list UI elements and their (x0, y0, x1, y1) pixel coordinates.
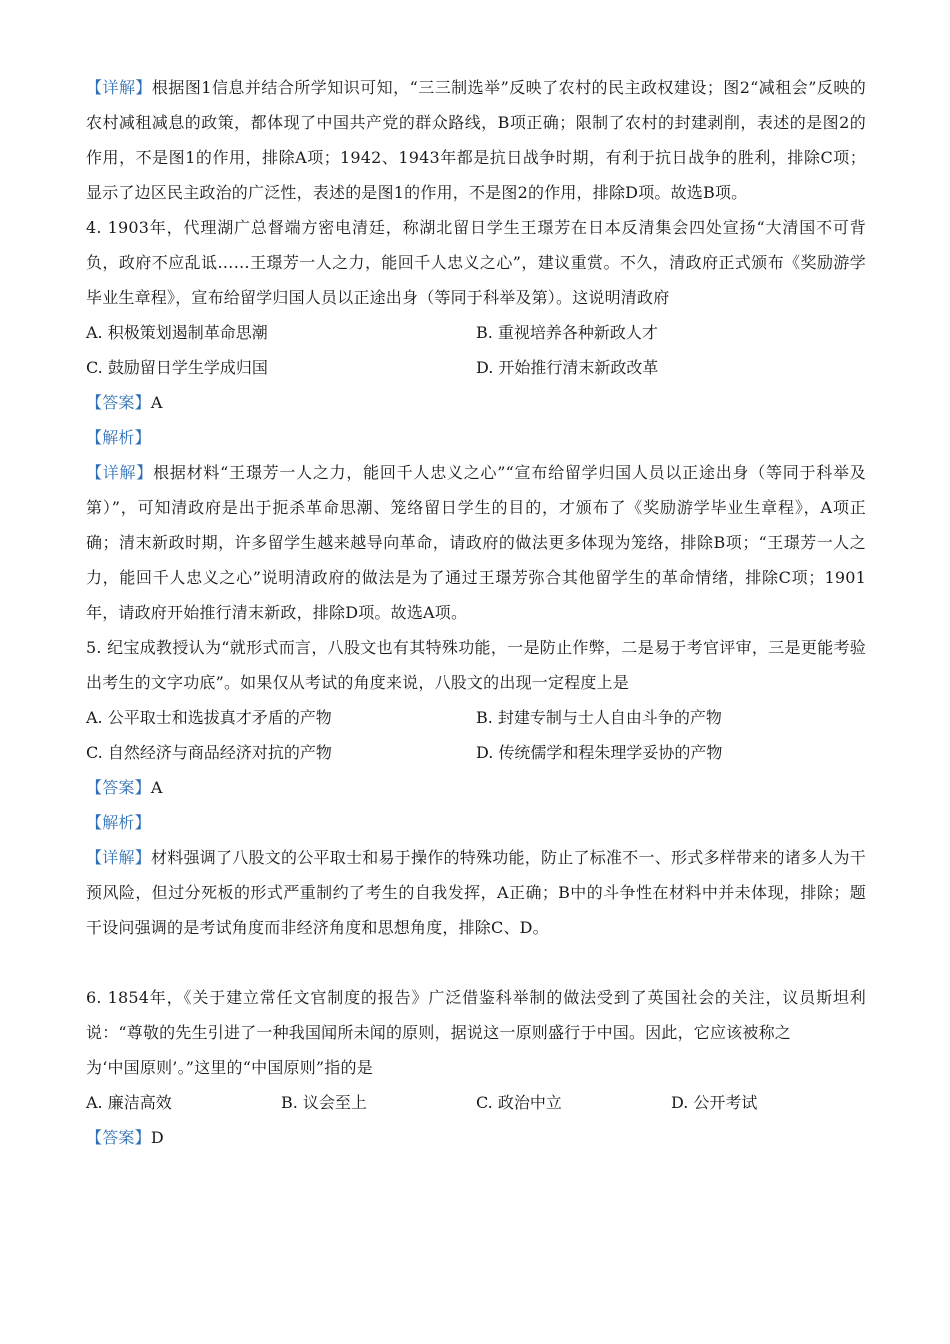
q5-detail (86, 840, 866, 945)
q6-answer-value: D (150, 1128, 164, 1147)
q5-options (86, 700, 866, 770)
q5-detail-text: 材料强调了八股文的公平取士和易于操作的特殊功能，防止了标准不一、形式多样带来的诸多人为干预风险，但过分死板的形式严重制约了考生的自我发挥，A正确；B中的斗争性在材料中并未体现，排除；题干设问强调的是考试角度而非经济角度和思想角度，排除C、D。 (86, 848, 866, 937)
q5-analysis-label: 【解析】 (86, 813, 151, 832)
q4-detail (86, 455, 866, 630)
q4-options (86, 315, 866, 385)
q4-detail-label: 【详解】 (86, 463, 154, 482)
q4-option-d: D. 开始推行清末新政改革 (476, 358, 659, 377)
q6-answer-label: 【答案】 (86, 1128, 151, 1147)
q6-stem-part1: 6. 1854年，《关于建立常任文官制度的报告》广泛借鉴科举制的做法受到了英国社会的关注，议员斯坦利说：“尊敬的先生引进了一种我国闻所未闻的原则，据说这一原则盛行于中国。因此，它应该被称之 (86, 988, 866, 1042)
q4-answer-label: 【答案】 (86, 393, 151, 412)
q5-answer-value: A (150, 778, 163, 797)
q6-option-d: D. 公开考试 (671, 1093, 758, 1112)
q3-detail-text: 根据图1信息并结合所学知识可知，“三三制选举”反映了农村的民主政权建设；图2“减租会”反映的农村减租减息的政策，都体现了中国共产党的群众路线，B项正确；限制了农村的封建剥削，表述的是图2的作用，不是图1的作用，排除A项；1942、1943年都是抗日战争时期，有利于抗日战争的胜利，排除C项；显示了边区民主政治的广泛性，表述的是图1的作用，不是图2的作用，排除D项。故选B项。 (86, 78, 867, 202)
document-page (86, 70, 866, 1155)
q4-detail-text: 根据材料“王璟芳一人之力，能回千人忠义之心”“宣布给留学归国人员以正途出身（等同于科举及第）”，可知清政府是出于扼杀革命思潮、笼络留日学生的目的，才颁布了《奖励游学毕业生章程》，A项正确；清末新政时期，许多留学生越来越导向革命，请政府的做法更多体现为笼络，排除B项；“王璟芳一人之力，能回千人忠义之心”说明清政府的做法是为了通过王璟芳弥合其他留学生的革命情绪，排除C项；1901年，请政府开始推行清末新政，排除D项。故选A项。 (86, 463, 866, 622)
q4-option-c: C. 鼓励留日学生学成归国 (86, 358, 268, 377)
q6-answer (86, 1120, 866, 1155)
q6-stem (86, 980, 866, 1085)
q6-option-c: C. 政治中立 (476, 1093, 562, 1112)
q6-options (86, 1085, 866, 1120)
q5-option-a: A. 公平取士和选拔真才矛盾的产物 (86, 708, 332, 727)
q4-option-a: A. 积极策划遏制革命思潮 (86, 323, 268, 342)
q5-analysis (86, 805, 866, 840)
q4-analysis (86, 420, 866, 455)
q3-detail (86, 70, 866, 210)
q6-option-b: B. 议会至上 (281, 1093, 367, 1112)
q6-option-a: A. 廉洁高效 (86, 1093, 172, 1112)
q5-answer-label: 【答案】 (86, 778, 151, 797)
q4-answer-value: A (150, 393, 163, 412)
spacer (86, 945, 866, 980)
q4-stem: 4. 1903年，代理湖广总督端方密电清廷，称湖北留日学生王璟芳在日本反清集会四处宣扬“大清国不可背负，政府不应乱诋……王璟芳一人之力，能回千人忠义之心”，建议重赏。不久，清政府正式颁布《奖励游学毕业生章程》，宣布给留学归国人员以正途出身（等同于科举及第）。这说明清政府 (86, 218, 866, 307)
q5-detail-label: 【详解】 (86, 848, 152, 867)
q4-answer (86, 385, 866, 420)
q5-stem: 5. 纪宝成教授认为“就形式而言，八股文也有其特殊功能，一是防止作弊，二是易于考官评审，三是更能考验出考生的文字功底”。如果仅从考试的角度来说，八股文的出现一定程度上是 (86, 638, 866, 692)
q6-stem-part2: 为‘中国原则’。”这里的“中国原则”指的是 (86, 1058, 373, 1077)
q4-analysis-label: 【解析】 (86, 428, 151, 447)
q4-option-b: B. 重视培养各种新政人才 (476, 323, 658, 342)
q5-option-d: D. 传统儒学和程朱理学妥协的产物 (476, 743, 723, 762)
q5-option-c: C. 自然经济与商品经济对抗的产物 (86, 743, 332, 762)
q5-answer (86, 770, 866, 805)
q3-detail-label: 【详解】 (86, 78, 152, 97)
q5-option-b: B. 封建专制与士人自由斗争的产物 (476, 708, 722, 727)
